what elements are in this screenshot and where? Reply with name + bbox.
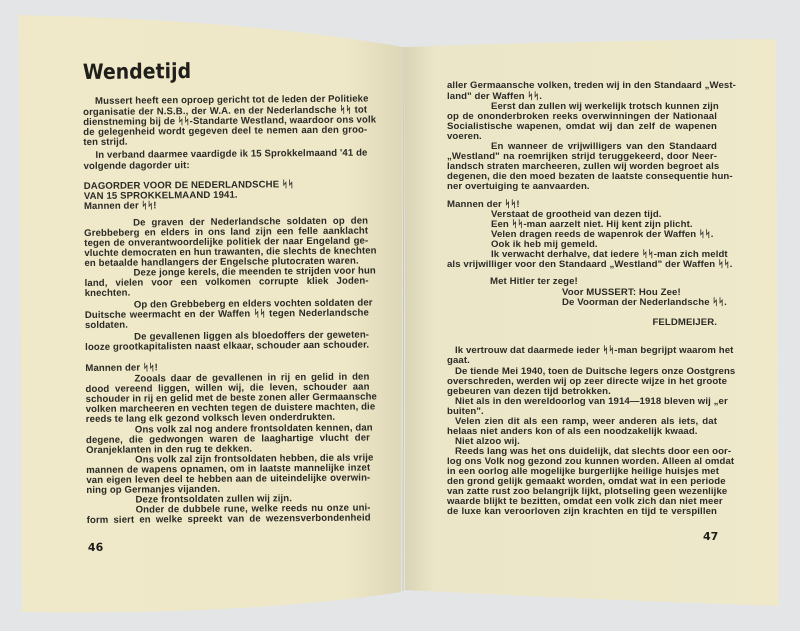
text-line: Socialistische wapenen, omdat wij dan zelf de wapenen [447,121,717,132]
text-line: aller Germaansche volken, treden wij in den Standaard „West- [447,80,736,91]
text-line: De tiende Mei 1940, toen de Duitsche legers onze Oostgrens [455,366,736,377]
text-line: den grond gelijk gemaakt worden, omdat wat in een periode [447,476,726,487]
text-line: gaat. [447,355,470,366]
page-title: Wendetijd [82,59,192,85]
text-line: Mannen der ᛋᛋ! [85,362,159,374]
text-line: „Westland" na roemrijken strijd teruggekeerd, door Neer- [447,151,717,162]
text-line: Grebbeberg en elders in ons land zijn een felle aanklacht [84,225,369,239]
text-line: Mussert heeft een oproep gericht tot de leden der Politieke [94,93,369,107]
text-line: Deze frontsoldaten zullen wij zijn. [135,493,293,506]
text-line: helaas niet anders kon of als een noodzakelijk kwaad. [447,426,698,437]
text-line: Ik verwacht derhalve, dat iedere ᛋᛋ-man zich meldt [491,249,728,260]
text-line: Reeds lang was het ons duidelijk, dat slechts door een oor- [455,446,732,457]
text-line: DAGORDER VOOR DE NEDERLANDSCHE ᛋᛋ [83,179,294,192]
text-line: Mannen der ᛋᛋ! [83,200,157,212]
text-line: voeren. [447,131,482,142]
text-line: reeds te lang elk gezond volksch leven onderdrukten. [85,411,336,425]
text-line: Verstaat de grootheid van dezen tijd. [491,209,662,220]
text-line: soldaten. [84,319,129,331]
text-line: Ons volk zal nog andere frontsoldaten kennen, dan [134,422,373,436]
text-line: en betaalde handlangers der Engelsche plutocraten waren. [84,255,359,269]
text-line: Zooals daar de gevallenen in rij en gelid in den [134,371,370,385]
text-line: Niet alzoo wij. [455,436,520,447]
text-line: En wanneer de vrijwilligers van den Standaard [491,141,717,152]
text-line: Onder de dubbele rune, welke reeds nu onze uni- [135,502,371,516]
text-line: Eerst dan zullen wij werkelijk trotsch kunnen zijn [491,101,719,112]
text-line: ten strijd. [83,136,128,148]
text-line: land, vielen voor een volkomen corrupte kliek Joden- [84,275,369,289]
text-line: Op den Grebbeberg en elders vochten soldaten der [133,297,373,311]
text-line: Niet als in den wereldoorlog van 1914—1918 bleven wij „er [455,396,728,407]
text-line: Met Hitler ter zege! [490,276,578,287]
text-line: Velen zien dit als een ramp, weer anderen als iets, dat [455,416,717,427]
text-line: landsch straten marcheeren, zullen wij worden begroet als [447,161,720,172]
text-line: gebeuren van dezen tijd betrokken. [447,386,611,397]
text-line: mannen de wapens opnamen, om in laatste mannelijke inzet [86,462,371,476]
text-line: buiten". [447,406,484,417]
text-line: form siert en welke spreekt van de wezensverbondenheid [86,512,371,526]
page-number: 47 [703,530,719,543]
text-line: schouder in rij en gelid met de beste zonen aller Germaansche [85,391,377,405]
text-line: De graven der Nederlandsche soldaten op den [133,215,369,229]
page-number: 46 [87,540,104,554]
text-line: vluchte democraten en hun trawanten, die slechts de knechten [84,245,377,259]
text-line: als vrijwilliger voor den Standaard „Westland" der Waffen ᛋᛋ. [447,259,733,270]
text-line: In verband daarmee vaardigde ik 15 Sprokkelmaand '41 de [95,147,368,161]
text-line: Ik vertrouw dat daarmede ieder ᛋᛋ-man begrijpt waarom het [455,345,734,356]
text-line: dood vereend liggen, willen wij, die leven, schouder aan [85,381,370,395]
text-line: knechten. [84,287,131,299]
text-line: VAN 15 SPROKKELMAAND 1941. [83,189,238,202]
text-line: Voor MUSSERT: Hou Zee! [562,287,681,298]
text-line: De gevallenen liggen als bloedoffers der geweten- [134,329,370,343]
text-line: Een ᛋᛋ-man aarzelt niet. Hij kent zijn plicht. [491,219,693,230]
text-line: van eigen leven deel te hebben aan de uiteindelijke overwin- [86,472,371,486]
text-line: waarde blijkt te bezitten, omdat een volk zich dan niet meer [447,496,723,507]
text-line: degene, die gedwongen waren de laaghartige vlucht der [85,432,371,446]
text-line: organisatie der N.S.B., der W.A. en der Nederlandsche ᛋᛋ tot [83,104,368,118]
text-line: Duitsche weermacht en der Waffen ᛋᛋ tegen Nederlandsche [84,307,369,321]
text-line: Ons volk zal zijn frontsoldaten hebben, die als vrije [135,452,374,466]
text-line: in een oorlog alle mogelijke burgerlijke heilige huisjes met [447,466,720,477]
text-line: Oranjeklanten in den rug te dekken. [86,443,253,456]
text-line: Velen dragen reeds de wapenrok der Waffen ᛋᛋ. [491,229,714,240]
text-line: op de ononderbroken reeks overwinningen der Nationaal [447,111,717,122]
text-line: volken marcheeren en vechten tegen de duistere machten, die [85,401,376,415]
text-line: land" der Waffen ᛋᛋ. [447,91,542,102]
text-line: log ons Volk nog gezond zou kunnen worden. Alleen al omdat [447,456,735,467]
text-line: ner overtuiging te aanvaarden. [447,181,590,192]
text-line: dienstneming bij de ᛋᛋ-Standarte Westland, waardoor ons volk [83,114,377,128]
text-line: ning op Germanjes vijanden. [86,483,221,496]
text-line: Deze jonge kerels, die meenden te strijden voor hun [133,265,376,279]
text-line: de gelegenheid wordt gegeven deel te nemen aan den groo- [83,124,368,138]
text-line: overschreden, werden wij op zeer directe wijze in het groote [447,376,728,387]
text-line: volgende dagorder uit: [83,160,190,172]
text-line: Mannen der ᛋᛋ! [447,199,520,210]
text-line: De Voorman der Nederlandsche ᛋᛋ. [562,297,727,308]
text-line: van zatte rust zoo belangrijk lijkt, plotseling geen wezenlijke [447,486,728,497]
text-line: Ook ik heb mij gemeld. [491,239,598,250]
text-line: looze grootkapitalisten naast elkaar, schouder aan schouder. [85,339,370,353]
text-line: degenen, die den moed bezaten de laatste consequentie hun- [447,171,733,182]
text-line: FELDMEIJER. [652,317,717,328]
text-line: tegen de onverantwoordelijke politiek der naar Engeland ge- [84,235,369,249]
text-line: de luxe kan veroorloven zijn krachten en tijd te verspillen [447,506,717,517]
